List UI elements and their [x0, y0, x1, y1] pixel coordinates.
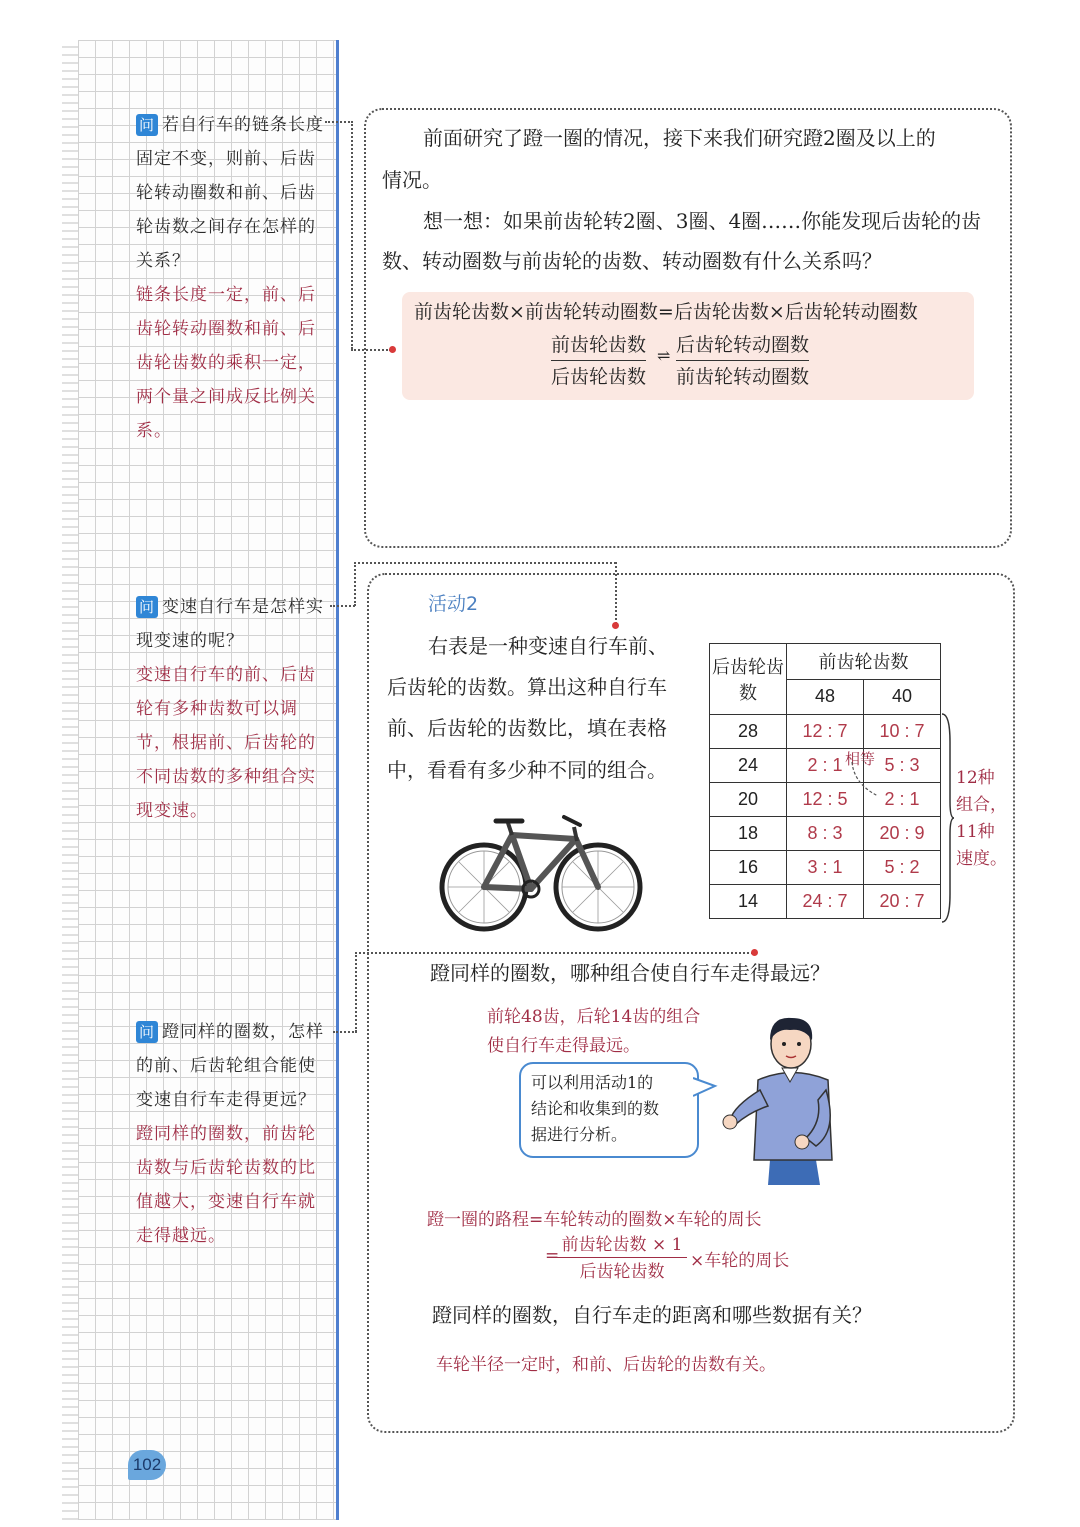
boy-illustration-icon: [720, 1010, 860, 1185]
question-badge-icon: 问: [136, 596, 158, 618]
table-row: [710, 783, 941, 817]
note-answer: 蹬同样的圈数，前齿轮齿数与后齿轮齿数的比值越大，变速自行车就走得越远。: [136, 1124, 316, 1246]
note-line: 12种: [956, 768, 995, 788]
equals-sign: =: [545, 1246, 560, 1266]
bicycle-icon: [436, 805, 646, 935]
activity-text-3: 前、后齿轮的齿数比，填在表格: [387, 716, 667, 740]
ratio-48: 8 : 3: [787, 817, 864, 851]
connector-line: [330, 605, 355, 607]
connector-line: [354, 562, 616, 564]
equal-arrows-icon: [848, 760, 888, 800]
binding-edge: [62, 40, 78, 1520]
fraction-right-top: 后齿轮转动圈数: [676, 330, 809, 361]
bubble-line: 可以利用活动1的: [531, 1073, 654, 1092]
connector-line: [325, 121, 353, 123]
header-rear-teeth: 后齿轮齿数: [710, 644, 787, 715]
fraction-top: 前齿轮齿数 × 1: [557, 1233, 687, 1258]
question-badge-icon: 问: [136, 1021, 158, 1043]
note-line: 组合，: [956, 795, 1007, 815]
bubble-line: 据进行分析。: [531, 1125, 628, 1144]
note-question: 若自行车的链条长度固定不变，则前、后齿轮转动圈数和前、后齿轮齿数之间存在怎样的关系？: [136, 115, 324, 271]
table-row: [710, 817, 941, 851]
sidebar-note-1: [136, 108, 326, 448]
connector-line: [354, 562, 356, 606]
rear-teeth: 28: [710, 715, 787, 749]
equals-arrows-icon: ⇌: [657, 346, 671, 365]
fraction-right-bottom: 前齿轮转动圈数: [676, 366, 810, 388]
fraction-bottom: 后齿轮齿数: [579, 1262, 665, 1282]
page-number: 102: [128, 1450, 166, 1480]
front-col-48: 48: [787, 679, 864, 715]
note-line: 速度。: [956, 849, 1007, 869]
table-row: [710, 885, 941, 919]
ratio-40: 2 : 1: [864, 783, 941, 817]
table-row: [710, 749, 941, 783]
header-front-teeth: 前齿轮齿数: [787, 644, 941, 680]
fraction-tail: ×车轮的周长: [690, 1251, 790, 1271]
note-line: 11种: [956, 822, 995, 842]
activity-title: 活动2: [428, 593, 479, 615]
activity-text-2: 后齿轮的齿数。算出这种自行车: [387, 675, 667, 699]
fraction-left-bottom: 后齿轮齿数: [551, 366, 647, 388]
brace-icon: [940, 712, 956, 924]
think-line-1: 想一想：如果前齿轮转2圈、3圈、4圈……你能发现后齿轮的齿: [423, 209, 982, 233]
answer-line-3: 车轮半径一定时，和前、后齿轮的齿数有关。: [436, 1355, 776, 1375]
note-question: 变速自行车是怎样实现变速的呢？: [136, 597, 324, 651]
question-badge-icon: 问: [136, 114, 158, 136]
connector-line: [355, 952, 357, 1032]
intro-line-2: 情况。: [382, 168, 442, 192]
answer-line-2: 使自行车走得最远。: [487, 1036, 640, 1056]
ratio-40: 20 : 9: [864, 817, 941, 851]
margin-line: [336, 40, 339, 1520]
gear-ratio-table: [709, 643, 941, 919]
sidebar-note-2: [136, 590, 326, 828]
ratio-48: 12 : 7: [787, 715, 864, 749]
activity-text-4: 中，看看有多少种不同的组合。: [387, 758, 667, 782]
ratio-40: 5 : 3: [864, 749, 941, 783]
rear-teeth: 16: [710, 851, 787, 885]
ratio-40: 5 : 2: [864, 851, 941, 885]
fraction-left-top: 前齿轮齿数: [551, 330, 646, 361]
rear-teeth: 18: [710, 817, 787, 851]
ratio-48: 12 : 5: [787, 783, 864, 817]
rear-teeth: 24: [710, 749, 787, 783]
ratio-48: 24 : 7: [787, 885, 864, 919]
connector-line: [333, 1031, 357, 1033]
section-question: 蹬同样的圈数，哪种组合使自行车走得最远？: [430, 961, 830, 985]
sidebar-note-3: [136, 1015, 326, 1253]
table-row: [710, 715, 941, 749]
front-col-40: 40: [864, 679, 941, 715]
rear-teeth: 14: [710, 885, 787, 919]
think-line-2: 数、转动圈数与前齿轮的齿数、转动圈数有什么关系吗？: [382, 249, 882, 273]
formula-equation: 前齿轮齿数×前齿轮转动圈数=后齿轮齿数×后齿轮转动圈数: [414, 301, 918, 323]
intro-line-1: 前面研究了蹬一圈的情况，接下来我们研究蹬2圈及以上的: [423, 126, 936, 150]
ratio-48: 2 : 1: [787, 749, 864, 783]
bubble-line: 结论和收集到的数: [531, 1099, 660, 1118]
activity-text-1: 右表是一种变速自行车前、: [428, 634, 668, 658]
speech-bubble-tail-icon: [693, 1076, 719, 1100]
ratio-40: 10 : 7: [864, 715, 941, 749]
ratio-40: 20 : 7: [864, 885, 941, 919]
note-question: 蹬同样的圈数，怎样的前、后齿轮组合能使变速自行车走得更远？: [136, 1022, 324, 1110]
path-formula: 蹬一圈的路程=车轮转动的圈数×车轮的周长: [427, 1210, 762, 1230]
combination-note: [956, 765, 1007, 873]
equal-note: 相等: [845, 750, 876, 768]
answer-line-1: 前轮48齿，后轮14齿的组合: [487, 1007, 701, 1027]
section-question-2: 蹬同样的圈数，自行车走的距离和哪些数据有关？: [432, 1303, 872, 1327]
table-row: [710, 851, 941, 885]
note-answer: 变速自行车的前、后齿轮有多种齿数可以调节，根据前、后齿轮的不同齿数的多种组合实现变速。: [136, 665, 316, 821]
note-answer: 链条长度一定，前、后齿轮转动圈数和前、后齿轮齿数的乘积一定，两个量之间成反比例关系。: [136, 285, 316, 441]
rear-teeth: 20: [710, 783, 787, 817]
connector-line: [351, 121, 353, 349]
bubble-text: [531, 1070, 659, 1148]
ratio-48: 3 : 1: [787, 851, 864, 885]
